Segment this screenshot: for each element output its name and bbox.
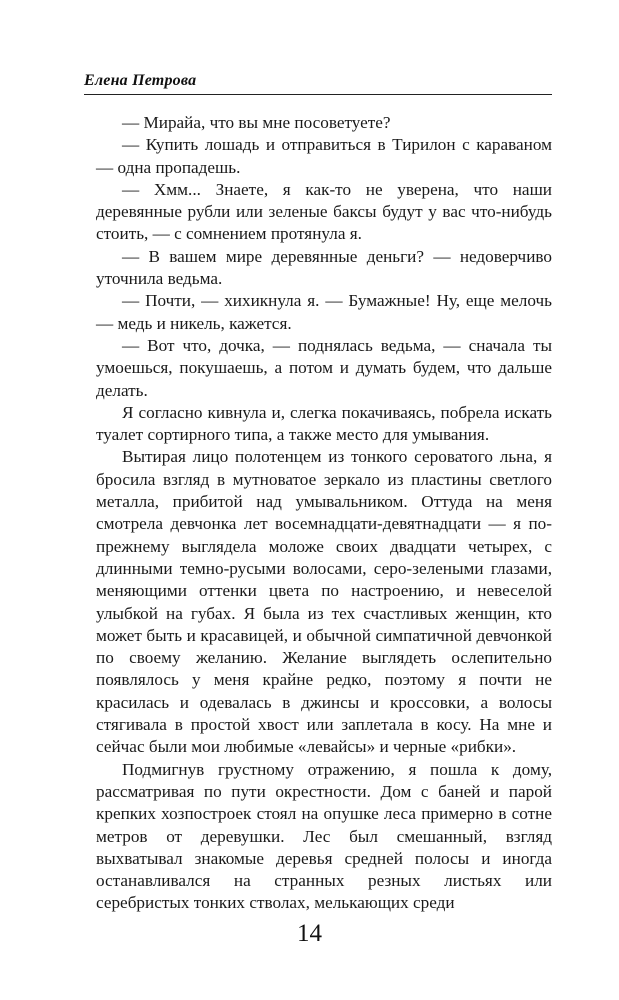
running-head-author: Елена Петрова bbox=[84, 72, 197, 89]
paragraph: — Почти, — хихикнула я. — Бумажные! Ну, еще мелочь — медь и никель, кажется. bbox=[96, 291, 552, 333]
header-rule bbox=[84, 94, 552, 95]
paragraph: Вытирая лицо полотенцем из тонкого сероватого льна, я бросила взгляд в мутноватое зеркало из пластины светлого металла, прибитой над умывальником. Оттуда на меня смотрела девчонка лет восемнадцати-девятнадцати — я по-прежнему выглядела моложе своих двадцати четырех, с длинными темно-русыми волосами, серо-зелеными глазами, меняющими оттенки цвета по настроению, и невеселой улыбкой на губах. Я была из тех счастливых женщин, кто может быть и красавицей, и обычной симпатичной девчонкой по своему желанию. Желание выглядеть ослепительно появлялось у меня крайне редко, поэтому я почти не красилась и одевалась в джинсы и кроссовки, а волосы стягивала в простой хвост или заплетала в косу. На мне и сейчас были мои любимые «левайсы» и черные «рибки». bbox=[96, 447, 552, 757]
paragraph: — Вот что, дочка, — поднялась ведьма, — сначала ты умоешься, покушаешь, а потом и думать будем, что дальше делать. bbox=[96, 335, 552, 400]
paragraph: Я согласно кивнула и, слегка покачиваясь, побрела искать туалет сортирного типа, а также место для умывания. bbox=[96, 402, 552, 445]
paragraph: — Купить лошадь и отправиться в Тирилон с караваном — одна пропадешь. bbox=[96, 135, 552, 177]
paragraph: Подмигнув грустному отражению, я пошла к дому, рассматривая по пути окрестности. Дом с баней и парой крепких хозпостроек стоял на опушке леса примерно в сотне метров от деревушки. Лес был смешанный, взгляд выхватывал знакомые деревья средней полосы и иногда останавливался на странных резных листьях или серебристых тонких стволах, мелькающих среди bbox=[96, 759, 552, 913]
paragraph: — В вашем мире деревянные деньги? — недоверчиво уточнила ведьма. bbox=[96, 246, 552, 289]
paragraph: — Мирайа, что вы мне посоветуете? bbox=[122, 113, 391, 132]
body-text bbox=[96, 112, 552, 915]
page-number: 14 bbox=[297, 920, 322, 947]
paragraph: — Хмм... Знаете, я как-то не уверена, что наши деревянные рубли или зеленые баксы будут у вас что-нибудь стоить, — с сомнением протянула я. bbox=[96, 179, 552, 244]
